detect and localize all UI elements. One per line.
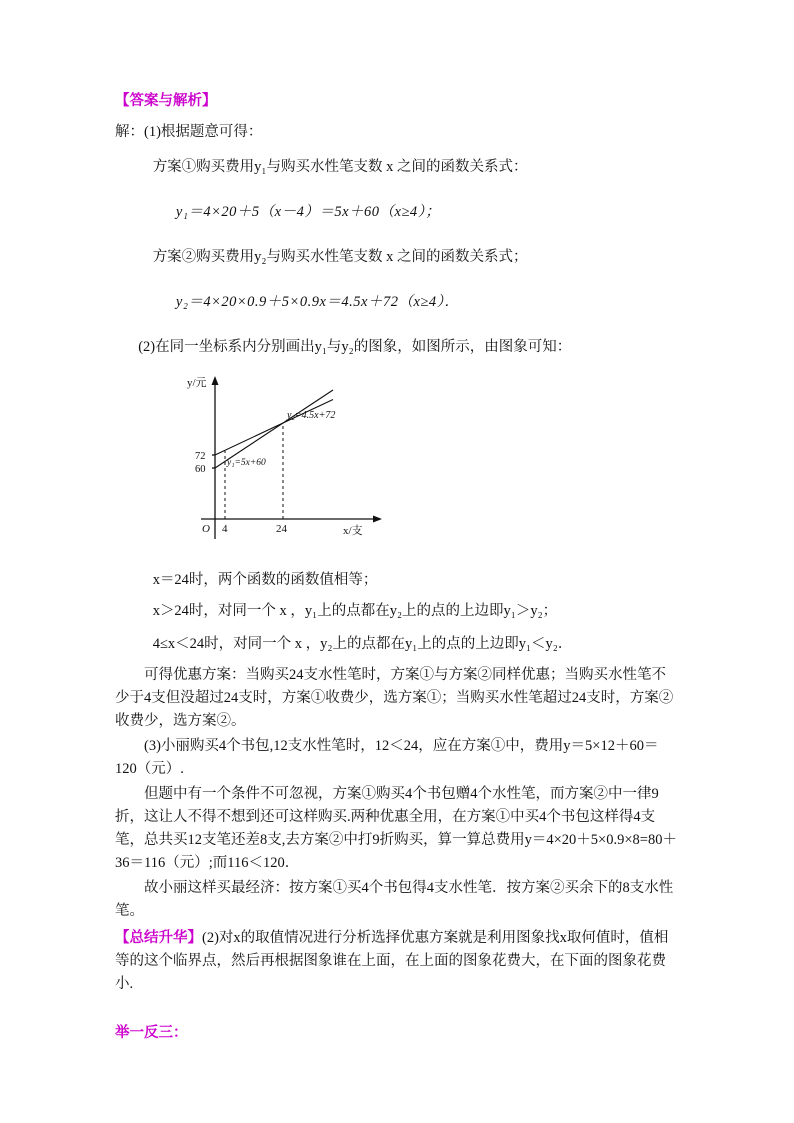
y-tick-72-label: 72 bbox=[195, 451, 206, 462]
summary-text: (2)对x的取值情况进行分析选择优惠方案就是利用图象找x取何值时，值相等的这个临界点，然后再根据图象谁在上面，在上面的图象花费大，在下面的图象花费小. bbox=[115, 930, 669, 992]
y-axis-arrow-icon bbox=[212, 376, 219, 385]
line-y2 bbox=[215, 400, 336, 456]
formula-y1: y₁＝4×20＋5（x－4）＝5x＋60（x≥4）； bbox=[175, 204, 441, 220]
part3-para3: 故小丽这样买最经济：按方案①买4个书包得4支水性笔．按方案②买余下的8支水性笔。 bbox=[115, 880, 674, 919]
function-graph bbox=[183, 371, 680, 559]
practice-header: 举一反三： bbox=[115, 1025, 188, 1041]
line-y2-label: y₂=4.5x+72 bbox=[287, 410, 336, 421]
x-tick-4-label: 4 bbox=[222, 523, 228, 535]
formula-y2: y₂＝4×20×0.9＋5×0.9x＝4.5x＋72（x≥4）． bbox=[175, 294, 460, 310]
observation-1: x＝24时，两个函数的函数值相等； bbox=[152, 572, 378, 588]
y-axis-label: y/元 bbox=[187, 377, 207, 389]
observation-2: x＞24时，对同一个 x ，y₁上的点都在y₂上的点的上边即y₁＞y₂； bbox=[152, 603, 558, 619]
solve-intro: 解：(1)根据题意可得： bbox=[115, 124, 263, 140]
answer-header: 【答案与解析】 bbox=[115, 93, 217, 109]
plan2-description: 方案②购买费用y₂与购买水性笔支数 x 之间的函数关系式； bbox=[152, 249, 528, 265]
y-tick-60-label: 60 bbox=[195, 464, 206, 475]
line-y1-label: y₁=5x+60 bbox=[227, 458, 266, 468]
observation-3: 4≤x＜24时，对同一个 x ，y₂上的点都在y₁上的点的上边即y₁＜y₂． bbox=[152, 636, 573, 652]
origin-label: O bbox=[202, 523, 210, 535]
part3-line1: (3)小丽购买4个书包,12支水性笔时，12＜24，应在方案①中，费用y＝5×12＋60＝120（元）. bbox=[115, 738, 659, 777]
line-y1 bbox=[215, 390, 336, 468]
x-axis-label: x/支 bbox=[343, 525, 363, 537]
x-axis-arrow-icon bbox=[373, 516, 382, 523]
graph-canvas bbox=[183, 371, 398, 551]
part3-para2: 但题中有一个条件不可忽视，方案①购买4个书包赠4个水性笔，而方案②中一律9折，这让人不得不想到还可这样购买.两种优惠全用，在方案①中买4个书包这样得4支笔，总共买12支笔还差8支,去方案②中打9折购买，算一算总费用y＝4×20＋5×0.9×8=80＋36＝116（元）;而116＜120． bbox=[115, 786, 677, 871]
plan1-description: 方案①购买费用y₁与购买水性笔支数 x 之间的函数关系式： bbox=[152, 159, 528, 175]
summary-header: 【总结升华】 bbox=[115, 930, 202, 946]
x-tick-24-label: 24 bbox=[276, 523, 287, 535]
summary-paragraph bbox=[115, 927, 680, 996]
part2-intro: (2)在同一坐标系内分别画出y₁与y₂的图象，如图所示，由图象可知： bbox=[138, 339, 572, 355]
plan-summary: 可得优惠方案：当购买24支水性笔时，方案①与方案②同样优惠；当购买水性笔不少于4支但没超过24支时，方案①收费少，选方案①；当购买水性笔超过24支时，方案②收费少，选方案②。 bbox=[115, 667, 674, 729]
